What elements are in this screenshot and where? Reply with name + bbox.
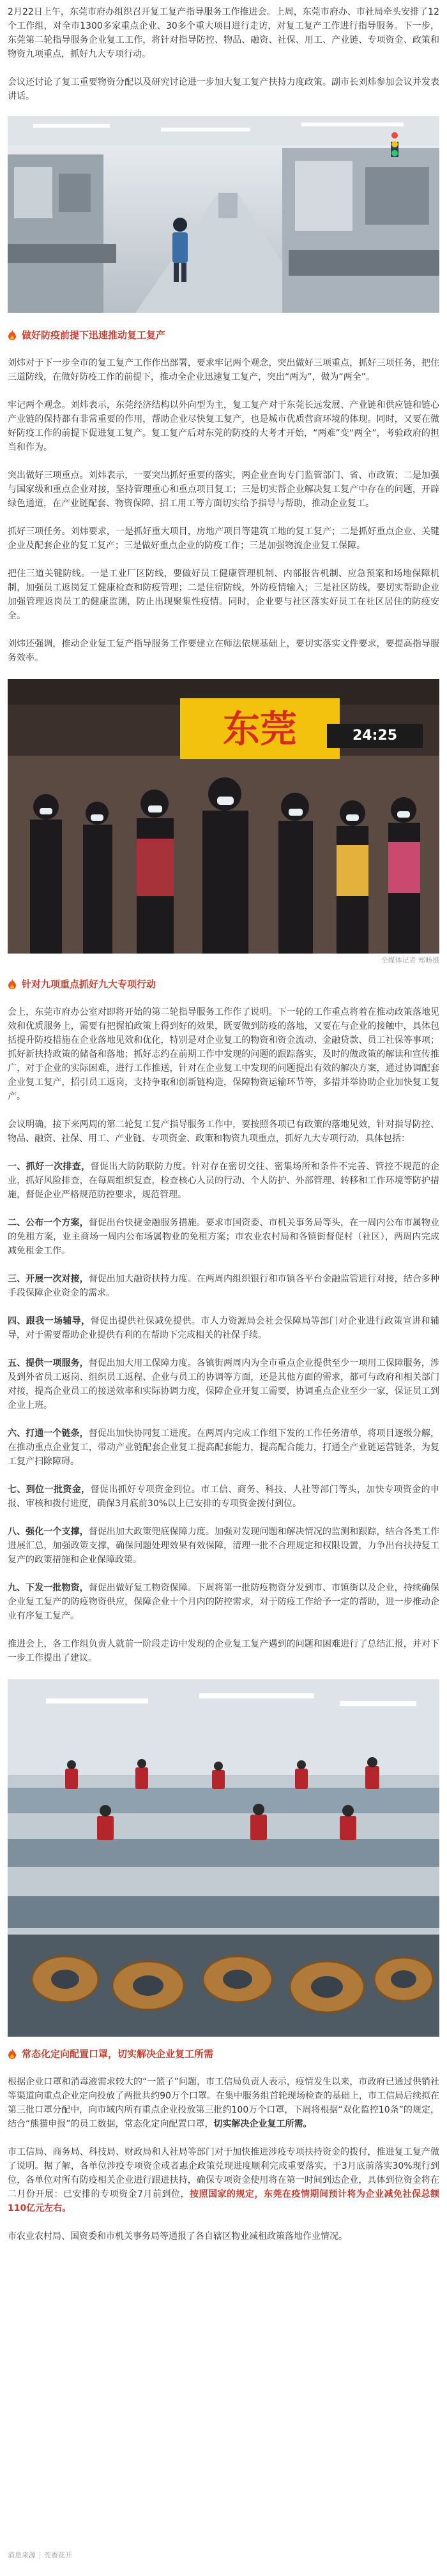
section-heading-2: [8, 977, 439, 991]
fire-icon: [8, 330, 17, 340]
s1-paragraph-4: 抓好三项任务。刘炜要求，一是抓好重大项目，房地产项目等建筑工地的复工复产；二是抓好重点企业、关键企业及配套企业的复工复产；三是做好重点企业的防疫工作；三是加强物流企业复工保障。: [8, 527, 439, 551]
section-heading-1: [8, 328, 439, 342]
action-item-body: 督促出加大用工保障力度。各镇街两周内为全市重点企业提供至少一项用工保障服务，涉及到外省员工返岗、组织员工返程、企业与员工的协调等方面，还是其他方面的需求，都可与政府和相关部门对接，提高企业员工的接送效率和实际协调力度，保障企业开复工需要，协调重点企业至少一家，保证员工到企业上班。: [8, 1358, 439, 1411]
section-heading-3: [8, 2047, 439, 2061]
action-item-7: [8, 1483, 439, 1511]
action-item-head: 五、提供一项服务，: [8, 1358, 89, 1368]
s1-paragraph-2: 牢记两个观念。刘炜表示，东莞经济结构以外向型为主，复工复产对于东莞长远发展、产业链和供应链和链心产业链的保持都有非常重要的作用，帮助企业尽快复工复产，也是城市优质营商环境的体现。同时，又要在做好防疫工作的前提下促进复工复产。复工复产后对东莞的防疫的大考才开始，“两难”变“两全”，考验政府的担当和作为。: [8, 400, 439, 453]
s1-paragraph-1: 刘炜对于下一步全市的复工复产工作作出部署，要求牢记两个观念，突出做好三项重点，抓好三项任务，把住三道防线，在做好防疫工作的前提下，推动全企业迅速复工复产，突出“两为”，做为“两全”。: [8, 358, 439, 382]
s3-paragraph-2-highlight: 按照国家的规定，东莞在疫情期间预计将为企业减免社保总额110亿元左右。: [8, 2189, 440, 2213]
s1-paragraph-6: 刘炜还强调，推动企业复工复产指导服务工作要建立在师法依规基础上，要切实落实文件要求，要提高指导服务效率。: [8, 639, 439, 663]
action-item-body: 督促出做好复工物资保障。下周将第一批防疫物资分发到市、市镇街以及企业，持续确保企业复工复产的防疫物资供应，保障企业十个月内的防控需求，对于防疫工作给予一定的帮助，进一步推动企业有序复工复产。: [8, 1583, 439, 1621]
section-title-3: 常态化定向配置口罩，切实解决企业复工所需: [22, 2048, 214, 2060]
photo-station-crowd: [8, 679, 439, 954]
action-item-body: 督促出加大融资扶持力度。在两周内组织银行和市镇各平台金融监管进行对接，结合多种手段保障企业资金的需求。: [8, 1274, 439, 1298]
fire-icon: [8, 2049, 17, 2059]
s2-after-paragraph: 推进会上，各工作组负责人就前一阶段走访中发现的企业复工复产遇到的问题和困难进行了总结汇报，并对下一步工作提出了建议。: [8, 1639, 439, 1663]
s3-paragraph-1-text: 根据企业口罩和消毒液需求较大的“一篮子”问题，市工信局负责人表示，疫情发生以来，市政府已通过供销社等渠道向重点企业定向投放了两批共约90万个口罩。在集中服务组首轮现场检查的基础上，市工信局后续拟在第三批口罩分配中，向市域内所有重点企业投放第三批约100万个口罩，下周将根据“双化监控10条”的规定，结合“熊猫申报”的员工数据，常态化定向配置口罩，: [8, 2077, 439, 2129]
action-item-3: [8, 1272, 439, 1300]
action-item-head: 八、强化一个支撑，: [8, 1527, 89, 1537]
s3-paragraph-1: [8, 2075, 439, 2131]
station-sign-info: 24:25: [352, 728, 398, 744]
action-item-head: 二、公布一个方案，: [8, 1218, 89, 1228]
action-item-9: [8, 1581, 439, 1623]
s3-paragraph-3: 市农业农村局、国资委和市机关事务局等通报了各自辖区物业减租政策落地作业情况。: [8, 2231, 347, 2242]
source-value: 莞香花开: [44, 2551, 72, 2559]
intro-paragraph-1: 2月22日上午，东莞市府办组织召开复工复产指导服务工作推进会。上周，东莞市府办、市社局牵头安排了12个工作组，对全市1300多家重点企业、30多个重大项目进行走访，对复工复产工作进行指导服务。下一步，东莞第二轮指导服务企业复工工作，将针对指导防控、物品、融资、社保、用工、产业链、专项资金、政策和物资九项重点，抓好九大专项行动。: [8, 7, 439, 59]
s3-paragraph-2-text: 市工信局、商务局、科技局、财政局和人社局等部门对于加快推进涉疫专项扶持资金的拨付，推进复工复产做了说明。据了解，各单位涉疫专项资金或者惠企政策兑现进度顺利完成重要落实，于3月底前落实30%现行到位，各单位对所有防疫相关企业进行跟进扶持，确保专项资金使用将在第一时间到达企业，具体到位资金将在二月份开展：已安排的专项资金7月前到位，: [8, 2147, 439, 2199]
article-footer: [8, 2550, 72, 2561]
action-item-head: 四、跟我一场辅导，: [8, 1316, 91, 1326]
action-item-5: [8, 1356, 439, 1412]
photo-production-line: [8, 116, 439, 313]
station-sign-main: 东莞: [222, 707, 297, 751]
s3-paragraph-2: [8, 2145, 439, 2215]
factory-workshop-illustration: [8, 1679, 439, 2037]
fire-icon: [8, 979, 17, 989]
s2-paragraph-2: 会议明确，接下来两周的第二轮复工复产指导服务工作中，要按照各项已有政策的落地见效，针对指导防控、物品、融资、社保、用工、产业链、专项资金、政策和物资九项重点，抓好九大专项行动，具体包括：: [8, 1120, 439, 1144]
action-item-head: 六、打通一个链条，: [8, 1428, 89, 1439]
source-label: 消息来源: [8, 2551, 36, 2559]
s1-paragraph-3: 突出做好三项重点。刘炜表示，一要突出抓好重要的落实，两企业查询专门监管部门、省、市政策；二是加强与国家级和重点企业对接，坚持管理重心和重点项目复工；三是切实帮企业解决复工复产中存在的问题，开辟绿色通道，在产业链配套、物资保障、招工用工等方面切实给予指导与帮助，推动企业复工。: [8, 470, 439, 509]
action-item-body: 督促出大防防联防力度。针对存在密切交往、密集场所和条件不完善、管控不规范的企业，抓好风险排查，在每周组织复查，检查核心人员的行动、个人防护、外部管理、转移和工作环境等防护措施，督促企业严格规范防控要求，规范管理。: [8, 1162, 440, 1200]
article-body: [8, 0, 439, 2258]
s3-paragraph-1-bold: 切实解决企业复工所需。: [213, 2119, 312, 2129]
action-item-8: [8, 1525, 439, 1567]
s1-paragraph-5: 把住三道关键防线。一是工业厂区防线，要做好员工健康管理机制、内部报告机制、应急预案和场地保障机制，加强员工返岗复工健康检查和防疫管理；二是住宿防线，外防疫情输入；三是社区防线，要切实帮助企业加强管理返岗员工的健康监测，防止出现聚集性疫情。同时，企业要与社区落实好员工在社区居住的防疫安全。: [8, 569, 439, 621]
intro-paragraph-2: 会议还讨论了复工重要物资分配以及研究讨论进一步加大复工复产扶持力度政策。副市长刘炜参加会议并发表讲话。: [8, 77, 439, 101]
action-item-head: 七、到位一批资金，: [8, 1485, 91, 1495]
action-item-body: 督促出加快协同复工进度。在两周内完成工作组下发的工作任务清单，将项目逐级分解，在推动重点企业复工，带动产业链配套企业复工提高配套能力，提高配合能力，打通全产业链运营链条，为复工复产扫除障碍。: [8, 1428, 439, 1467]
photo-factory-workshop: [8, 1679, 439, 2037]
action-item-body: 督促出加大政策兜底保障力度。加强对发现问题和解决情况的监测和跟踪，结合各类工作进展汇总，加强政策支撑，确保问题处理效果有效保障，清理一批不合理规定和权限设置，力争出台扶持复工复产的政策措施和企业保障政策。: [8, 1527, 439, 1565]
section-title-2: 针对九项重点抓好九大专项行动: [22, 978, 156, 990]
action-item-4: [8, 1314, 439, 1342]
action-item-2: [8, 1216, 439, 1258]
action-item-body: 督促出抓好专项资金到位。市工信、商务、科技、人社等部门等头，加快专项资金的申报、审核和拨付进度，确保3月底前30%以上已安排的专项资金拨付到位。: [8, 1485, 440, 1509]
action-item-body: 督促出提供社保减免提供。市人力资源局会社会保障局等部门对企业进行政策宣讲和辅导，对于需要帮助企业提供有利的在帮助下完成相关的社保手续。: [8, 1316, 440, 1340]
action-item-head: 三、开展一次对接，: [8, 1274, 89, 1284]
action-item-1: [8, 1160, 439, 1202]
production-line-illustration: [8, 116, 439, 313]
photo-caption: 全媒体记者 郑旸摄: [381, 956, 439, 964]
action-item-6: [8, 1427, 439, 1469]
action-item-head: 一、抓好一次排查，: [8, 1162, 91, 1172]
s2-paragraph-1: 会上，东莞市府办公室对即将开始的第二轮指导服务工作作了说明。下一轮的工作重点将着在推动政策落地见效和优质服务上，需要有把握拍政策上得到好的效果，既要做到防疫的落地，又要在与企业的接触中，具体包括提升防疫措施在企业落地见效和优化，特别是对企业复工的物资和资金流动、金融贷款、员工社保等事项；抓好新扶持政策的储备和落地；抓好志约在前期工作中发现的问题的跟踪落实，及时的做政策的解读和宣传推广，对于企业的实际困难，进行工作推送，针对在企业复工中发现的问题提出有效的解决方案，通过协调配套企业复工复产，招引员工返岗，支持争取和创新链构造，保障物资运输环节等，多措并举协助企业加快复工复产。: [8, 1007, 439, 1102]
section-title-1: 做好防疫前提下迅速推动复工复产: [22, 329, 166, 341]
action-item-body: 督促出台快捷金融服务措施。要求市国资委、市机关事务局等头，在一周内公布市属物业的免租方案，业主商场一周内公布场属物业的免租方案；市农业农村局和各镇街督促村（社区），两周内完成减免租金工作。: [8, 1218, 439, 1256]
action-item-head: 九、下发一批物资，: [8, 1583, 89, 1593]
